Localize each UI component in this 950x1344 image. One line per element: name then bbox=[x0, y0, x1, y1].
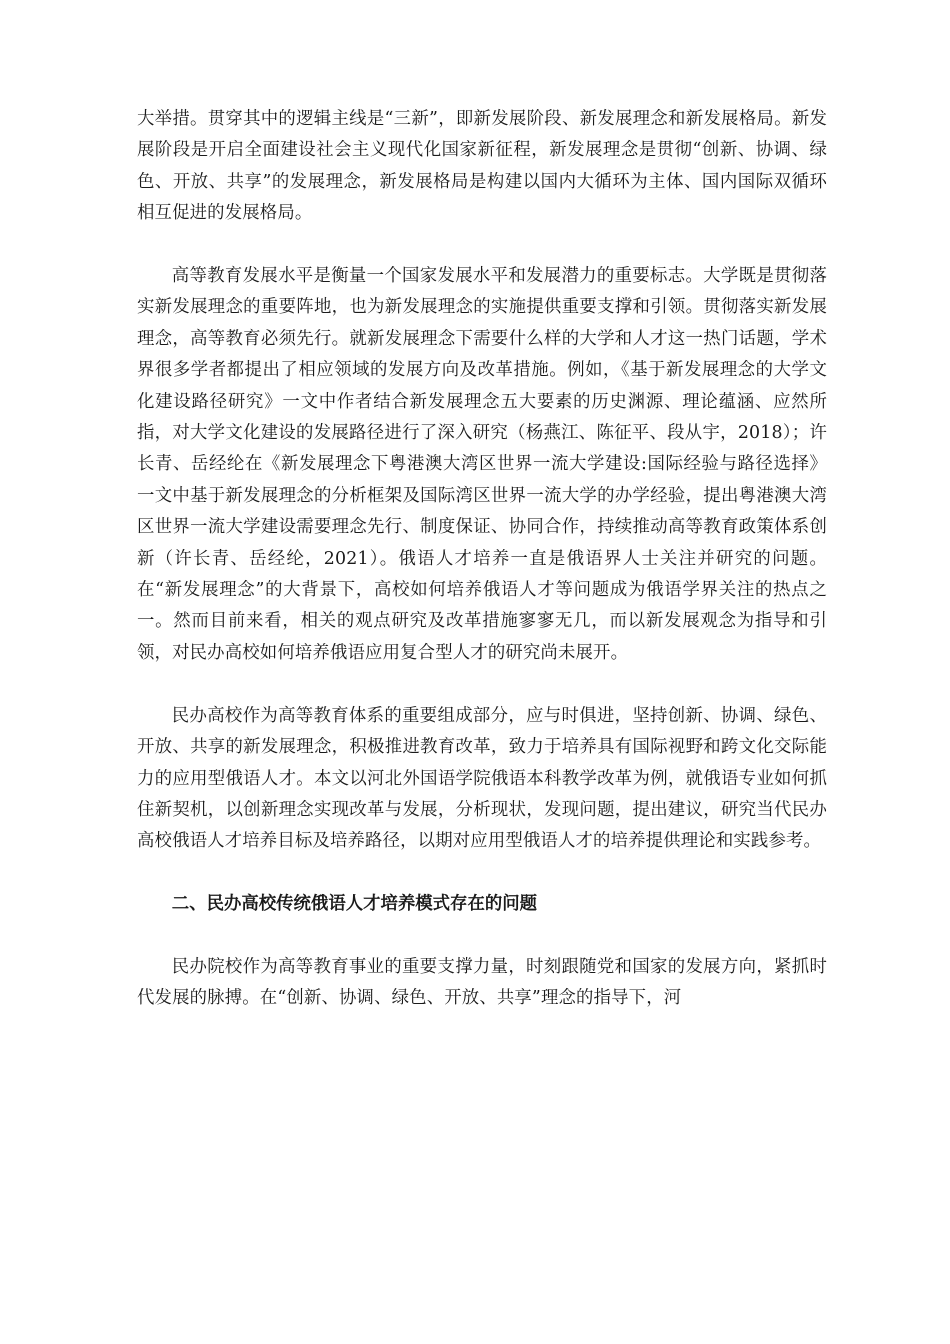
paragraph-spacer bbox=[137, 230, 827, 261]
section-heading: 二、民办高校传统俄语人才培养模式存在的问题 bbox=[171, 894, 538, 915]
paragraph-final: 民办院校作为高等教育事业的重要支撑力量，时刻跟随党和国家的发展方向，紧抓时代发展的脉搏。在“创新、协调、绿色、开放、共享”理念的指导下，河 bbox=[137, 956, 827, 1009]
paragraph-continuation: 大举措。贯穿其中的逻辑主线是“三新”，即新发展阶段、新发展理念和新发展格局。新发展阶段是开启全面建设社会主义现代化国家新征程，新发展理念是贯彻“创新、协调、绿色、开放、共享”的发展理念，新发展格局是构建以国内大循环为主体、国内国际双循环相互促进的发展格局。 bbox=[137, 109, 827, 224]
paragraph-spacer bbox=[137, 921, 827, 952]
paragraph-spacer bbox=[137, 669, 827, 700]
paragraph-private-colleges: 民办高校作为高等教育体系的重要组成部分，应与时俱进，坚持创新、协调、绿色、开放、共享的新发展理念，积极推进教育改革，致力于培养具有国际视野和跨文化交际能力的应用型俄语人才。本文以河北外国语学院俄语本科教学改革为例，就俄语专业如何抓住新契机，以创新理念实现改革与发展，分析现状，发现问题，提出建议，研究当代民办高校俄语人才培养目标及培养路径，以期对应用型俄语人才的培养提供理论和实践参考。 bbox=[137, 705, 827, 852]
document-body bbox=[137, 104, 827, 1015]
paragraph-spacer bbox=[137, 858, 827, 889]
paragraph-higher-education: 高等教育发展水平是衡量一个国家发展水平和发展潜力的重要标志。大学既是贯彻落实新发展理念的重要阵地，也为新发展理念的实施提供重要支撑和引领。贯彻落实新发展理念，高等教育必须先行。就新发展理念下需要什么样的大学和人才这一热门话题，学术界很多学者都提出了相应领域的发展方向及改革措施。例如，《基于新发展理念的大学文化建设路径研究》一文中作者结合新发展理念五大要素的历史渊源、理论蕴涵、应然所指，对大学文化建设的发展路径进行了深入研究（杨燕江、陈征平、段从宇，2018）；许长青、岳经纶在《新发展理念下粤港澳大湾区世界一流大学建设:国际经验与路径选择》一文中基于新发展理念的分析框架及国际湾区世界一流大学的办学经验，提出粤港澳大湾区世界一流大学建设需要理念先行、制度保证、协同合作，持续推动高等教育政策体系创新（许长青、岳经纶，2021）。俄语人才培养一直是俄语界人士关注并研究的问题。在“新发展理念”的大背景下，高校如何培养俄语人才等问题成为俄语学界关注的热点之一。然而目前来看，相关的观点研究及改革措施寥寥无几，而以新发展观念为指导和引领，对民办高校如何培养俄语应用复合型人才的研究尚未展开。 bbox=[137, 266, 827, 663]
